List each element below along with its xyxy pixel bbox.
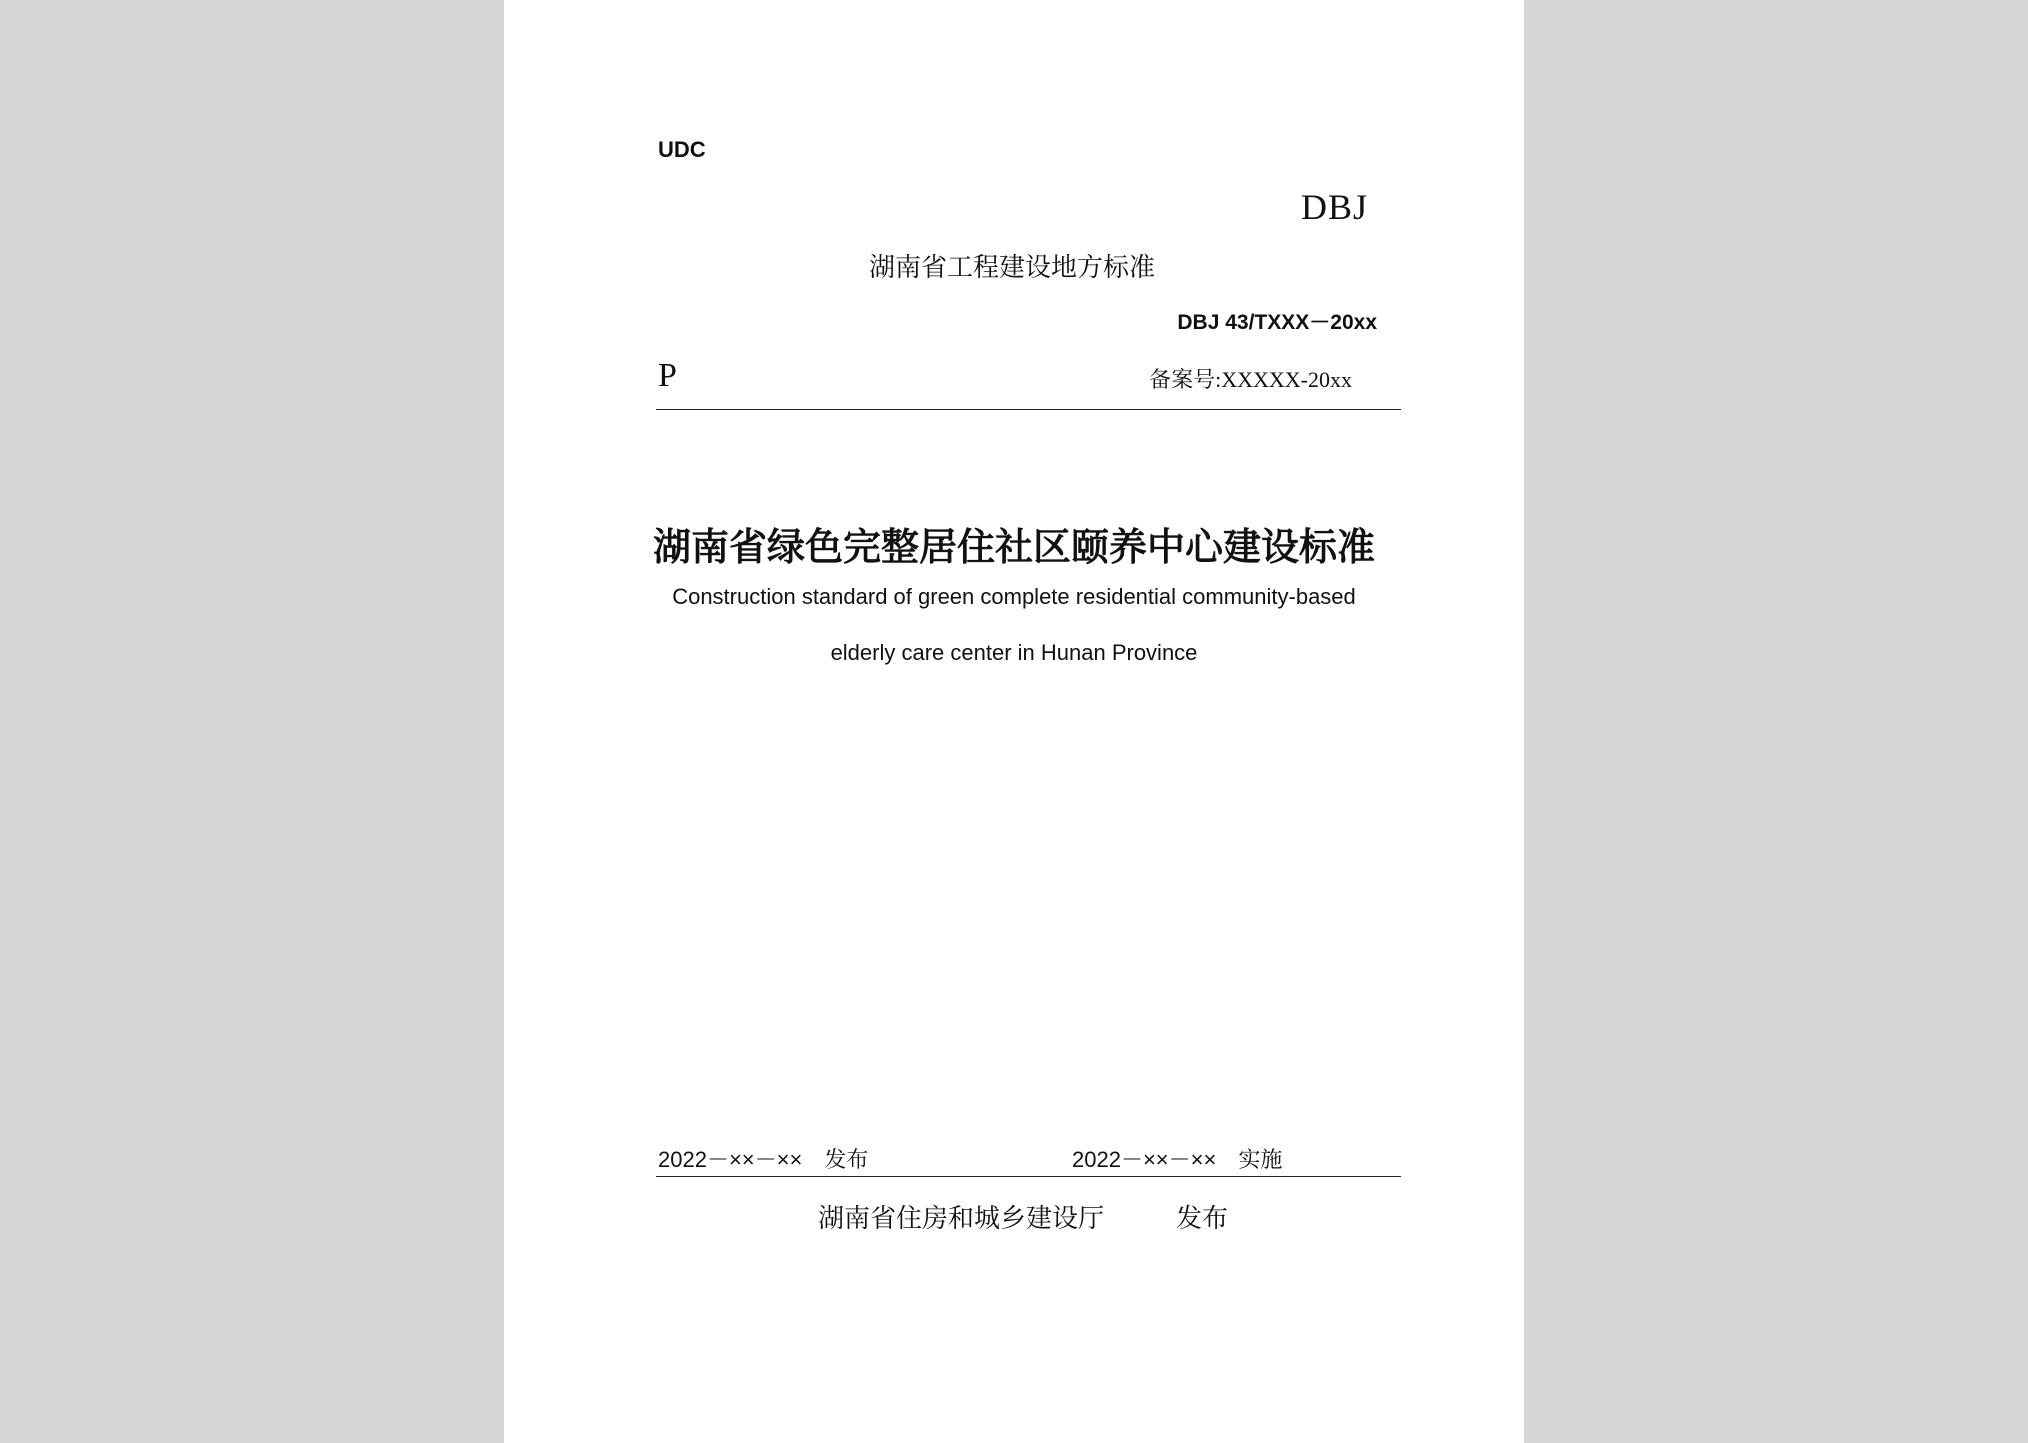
publisher-action: 发布 bbox=[1176, 1204, 1229, 1233]
issue-date-group bbox=[658, 1143, 868, 1174]
issue-date: 2022－××－×× bbox=[658, 1147, 803, 1172]
document-page bbox=[504, 0, 1524, 1443]
publisher: 湖南省住房和城乡建设厅 bbox=[818, 1204, 1105, 1233]
implementation-date-group bbox=[1072, 1143, 1282, 1174]
title-english-line2: elderly care center in Hunan Province bbox=[830, 640, 1198, 665]
implementation-label: 实施 bbox=[1238, 1147, 1283, 1172]
bottom-divider bbox=[656, 1176, 1401, 1177]
filing-number: 备案号:XXXXX-20xx bbox=[1149, 367, 1352, 392]
top-divider bbox=[656, 409, 1401, 410]
udc-label: UDC bbox=[658, 137, 706, 162]
standard-category bbox=[504, 247, 1524, 284]
implementation-date: 2022－××－×× bbox=[1072, 1147, 1217, 1172]
standard-category-text: 湖南省工程建设地方标准 bbox=[868, 253, 1155, 282]
issue-label: 发布 bbox=[824, 1147, 869, 1172]
title-english-line1: Construction standard of green complete residential community-based bbox=[672, 584, 1356, 609]
standard-number: DBJ 43/TXXX－20xx bbox=[1177, 311, 1377, 334]
dbj-mark: DBJ bbox=[1300, 187, 1368, 227]
p-mark: P bbox=[658, 357, 677, 394]
title-chinese: 湖南省绿色完整居住社区颐养中心建设标准 bbox=[652, 525, 1375, 569]
